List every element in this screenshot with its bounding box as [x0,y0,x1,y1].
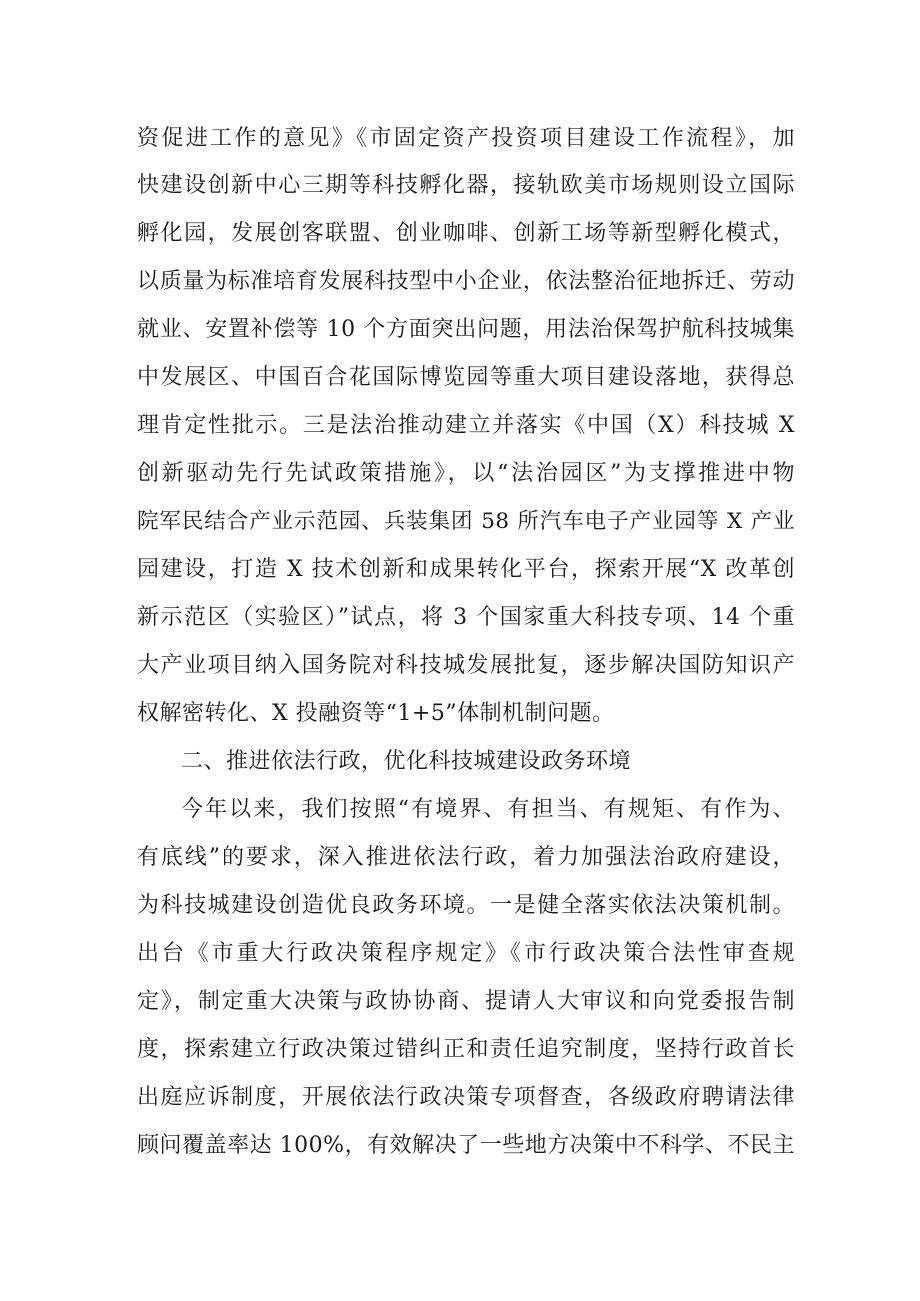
text-line-1: 资促进工作的意见》《市固定资产投资项目建设工作流程》，加 [137,126,795,151]
text-line-18: 出台《市重大行政决策程序规定》《市行政决策合法性审查规 [137,941,795,966]
text-line-11: 新示范区（实验区）”试点，将 3 个国家重大科技专项、14 个重 [137,605,795,630]
text-line-3: 孵化园，发展创客联盟、创业咖啡、创新工场等新型孵化模式， [137,221,795,246]
text-line-6: 中发展区、中国百合花国际博览园等重大项目建设落地，获得总 [137,365,795,390]
text-line-20: 度，探索建立行政决策过错纠正和责任追究制度，坚持行政首长 [137,1037,795,1062]
text-line-13: 权解密转化、X 投融资等“1+5”体制机制问题。 [137,701,615,726]
text-line-9: 院军民结合产业示范园、兵装集团 58 所汽车电子产业园等 X 产业 [137,509,795,534]
text-line-15: 今年以来，我们按照“有境界、有担当、有规矩、有作为、 [181,797,795,822]
section-heading: 二、推进依法行政，优化科技城建设政务环境 [181,749,632,774]
text-line-12: 大产业项目纳入国务院对科技城发展批复，逐步解决国防知识产 [137,653,795,678]
text-line-16: 有底线”的要求，深入推进依法行政，着力加强法治政府建设， [137,845,795,870]
text-line-2: 快建设创新中心三期等科技孵化器，接轨欧美市场规则设立国际 [137,173,795,198]
text-line-8: 创新驱动先行先试政策措施》，以“法治园区”为支撑推进中物 [137,461,795,486]
text-line-19: 定》，制定重大决策与政协协商、提请人大审议和向党委报告制 [137,989,795,1014]
text-line-7: 理肯定性批示。三是法治推动建立并落实《中国（X）科技城 X [137,413,795,438]
text-line-17: 为科技城建设创造优良政务环境。一是健全落实依法决策机制。 [137,893,795,918]
text-line-10: 园建设，打造 X 技术创新和成果转化平台，探索开展“X 改革创 [137,557,795,582]
text-line-4: 以质量为标准培育发展科技型中小企业，依法整治征地拆迁、劳动 [137,269,795,294]
text-line-21: 出庭应诉制度，开展依法行政决策专项督查，各级政府聘请法律 [137,1085,795,1110]
text-line-22: 顾问覆盖率达 100%，有效解决了一些地方决策中不科学、不民主 [137,1133,796,1158]
text-line-5: 就业、安置补偿等 10 个方面突出问题，用法治保驾护航科技城集 [137,317,795,342]
